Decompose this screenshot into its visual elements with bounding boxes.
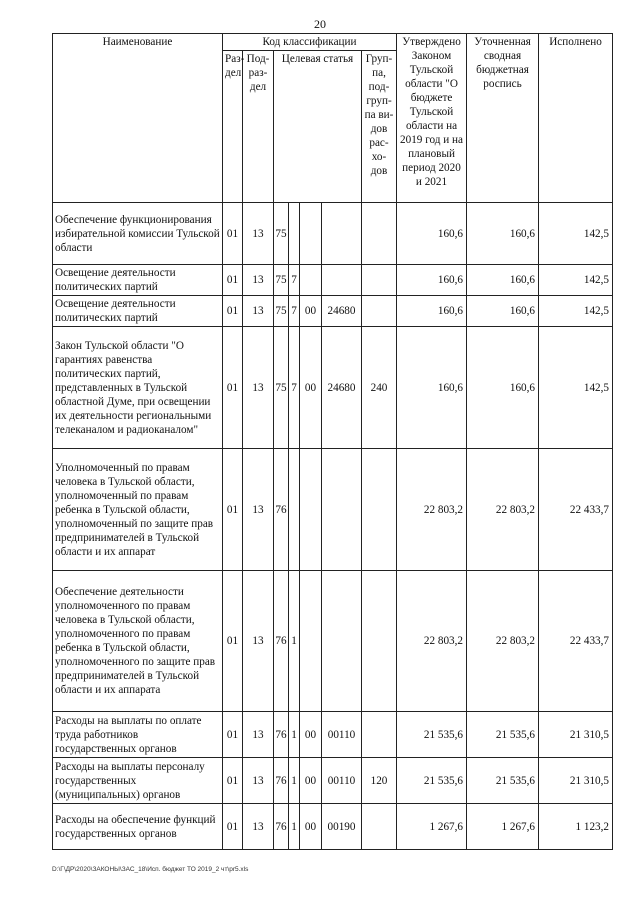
revised-cell: 160,6 (467, 265, 539, 296)
target-part3-cell: 00 (300, 804, 322, 850)
executed-cell: 22 433,7 (539, 571, 613, 712)
razdel-cell: 01 (223, 571, 243, 712)
approved-cell: 1 267,6 (397, 804, 467, 850)
executed-cell: 21 310,5 (539, 758, 613, 804)
target-part1-cell: 76 (274, 804, 289, 850)
target-part4-cell (322, 203, 362, 265)
vid-cell (362, 804, 397, 850)
target-part1-cell: 75 (274, 327, 289, 449)
approved-cell: 160,6 (397, 327, 467, 449)
header-vid: Груп-па, под-груп-па ви-дов рас-хо-дов (362, 51, 397, 203)
page-number: 20 (314, 17, 326, 31)
row-name: Освещение деятельности политических партий (53, 296, 223, 327)
table-row (53, 571, 613, 712)
revised-cell: 21 535,6 (467, 712, 539, 758)
header-approved: Утверждено Законом Тульской области "О бюджете Тульской области на 2019 год и на плановый период 2020 и 2021 (397, 34, 467, 203)
target-part3-cell: 00 (300, 296, 322, 327)
revised-cell: 160,6 (467, 327, 539, 449)
header-revised: Уточненная сводная бюджетная роспись (467, 34, 539, 203)
vid-cell (362, 265, 397, 296)
header-podrazdel: Под-раз-дел (243, 51, 274, 203)
razdel-cell: 01 (223, 804, 243, 850)
row-name: Обеспечение функционирования избирательной комиссии Тульской области (53, 203, 223, 265)
target-part2-cell: 1 (289, 571, 300, 712)
revised-cell: 21 535,6 (467, 758, 539, 804)
table-row (53, 712, 613, 758)
podrazdel-cell: 13 (243, 449, 274, 571)
razdel-cell: 01 (223, 327, 243, 449)
razdel-cell: 01 (223, 265, 243, 296)
target-part4-cell: 24680 (322, 327, 362, 449)
target-part3-cell (300, 571, 322, 712)
budget-table (52, 33, 613, 850)
row-name: Обеспечение деятельности уполномоченного по правам человека в Тульской области, уполномоченного по правам ребенка в Тульской области, уполномоченного по защите прав предпринимателей в Тульской области и их аппарата (53, 571, 223, 712)
target-part3-cell (300, 265, 322, 296)
table-row (53, 804, 613, 850)
target-part3-cell: 00 (300, 327, 322, 449)
approved-cell: 160,6 (397, 203, 467, 265)
approved-cell: 21 535,6 (397, 712, 467, 758)
file-path-footer: D:\Г\ДР\2020\ЗАКОНЫ\ЗАС_18\Исп. бюджет ТО 2019_2 чт\pr5.xls (52, 866, 249, 873)
row-name: Расходы на обеспечение функций государственных органов (53, 804, 223, 850)
target-part1-cell: 76 (274, 758, 289, 804)
vid-cell (362, 712, 397, 758)
target-part2-cell (289, 203, 300, 265)
target-part4-cell: 00190 (322, 804, 362, 850)
target-part4-cell (322, 449, 362, 571)
revised-cell: 160,6 (467, 203, 539, 265)
target-part2-cell: 1 (289, 712, 300, 758)
table-body (53, 203, 613, 850)
target-part3-cell: 00 (300, 758, 322, 804)
podrazdel-cell: 13 (243, 327, 274, 449)
razdel-cell: 01 (223, 203, 243, 265)
table-header (53, 34, 613, 203)
target-part2-cell: 7 (289, 296, 300, 327)
target-part1-cell: 75 (274, 296, 289, 327)
target-part4-cell: 24680 (322, 296, 362, 327)
target-part3-cell: 00 (300, 712, 322, 758)
razdel-cell: 01 (223, 758, 243, 804)
vid-cell: 120 (362, 758, 397, 804)
podrazdel-cell: 13 (243, 712, 274, 758)
podrazdel-cell: 13 (243, 804, 274, 850)
vid-cell (362, 571, 397, 712)
executed-cell: 1 123,2 (539, 804, 613, 850)
executed-cell: 142,5 (539, 265, 613, 296)
executed-cell: 21 310,5 (539, 712, 613, 758)
razdel-cell: 01 (223, 296, 243, 327)
header-razdel: Раз-дел (223, 51, 243, 203)
target-part2-cell (289, 449, 300, 571)
target-part4-cell (322, 265, 362, 296)
target-part1-cell: 75 (274, 265, 289, 296)
vid-cell (362, 203, 397, 265)
target-part1-cell: 76 (274, 449, 289, 571)
target-part4-cell: 00110 (322, 758, 362, 804)
target-part1-cell: 76 (274, 571, 289, 712)
revised-cell: 1 267,6 (467, 804, 539, 850)
target-part2-cell: 1 (289, 758, 300, 804)
row-name: Расходы на выплаты персоналу государственных (муниципальных) органов (53, 758, 223, 804)
table-row (53, 296, 613, 327)
podrazdel-cell: 13 (243, 296, 274, 327)
approved-cell: 21 535,6 (397, 758, 467, 804)
podrazdel-cell: 13 (243, 571, 274, 712)
table-row (53, 265, 613, 296)
row-name: Расходы на выплаты по оплате труда работников государственных органов (53, 712, 223, 758)
approved-cell: 22 803,2 (397, 571, 467, 712)
podrazdel-cell: 13 (243, 203, 274, 265)
target-part1-cell: 75 (274, 203, 289, 265)
approved-cell: 22 803,2 (397, 449, 467, 571)
header-executed: Исполнено (539, 34, 613, 203)
target-part4-cell (322, 571, 362, 712)
header-target: Целевая статья (274, 51, 362, 203)
target-part2-cell: 7 (289, 327, 300, 449)
target-part2-cell: 7 (289, 265, 300, 296)
revised-cell: 160,6 (467, 296, 539, 327)
vid-cell: 240 (362, 327, 397, 449)
table-row (53, 449, 613, 571)
executed-cell: 22 433,7 (539, 449, 613, 571)
target-part3-cell (300, 203, 322, 265)
target-part4-cell: 00110 (322, 712, 362, 758)
table-row (53, 758, 613, 804)
podrazdel-cell: 13 (243, 265, 274, 296)
revised-cell: 22 803,2 (467, 449, 539, 571)
row-name: Уполномоченный по правам человека в Тульской области, уполномоченный по правам ребенка в Тульской области, уполномоченный по защите прав предпринимателей в Тульской области и их аппарат (53, 449, 223, 571)
header-name: Наименование (53, 34, 223, 203)
target-part1-cell: 76 (274, 712, 289, 758)
executed-cell: 142,5 (539, 327, 613, 449)
executed-cell: 142,5 (539, 296, 613, 327)
row-name: Освещение деятельности политических партий (53, 265, 223, 296)
header-code-group: Код классификации (223, 34, 397, 51)
vid-cell (362, 296, 397, 327)
approved-cell: 160,6 (397, 265, 467, 296)
executed-cell: 142,5 (539, 203, 613, 265)
table-row (53, 203, 613, 265)
table-row (53, 327, 613, 449)
target-part3-cell (300, 449, 322, 571)
approved-cell: 160,6 (397, 296, 467, 327)
revised-cell: 22 803,2 (467, 571, 539, 712)
razdel-cell: 01 (223, 712, 243, 758)
target-part2-cell: 1 (289, 804, 300, 850)
podrazdel-cell: 13 (243, 758, 274, 804)
vid-cell (362, 449, 397, 571)
row-name: Закон Тульской области "О гарантиях равенства политических партий, представленных в Тульской областной Думе, при освещении их деятельности региональными телеканалом и радиоканалом" (53, 327, 223, 449)
razdel-cell: 01 (223, 449, 243, 571)
